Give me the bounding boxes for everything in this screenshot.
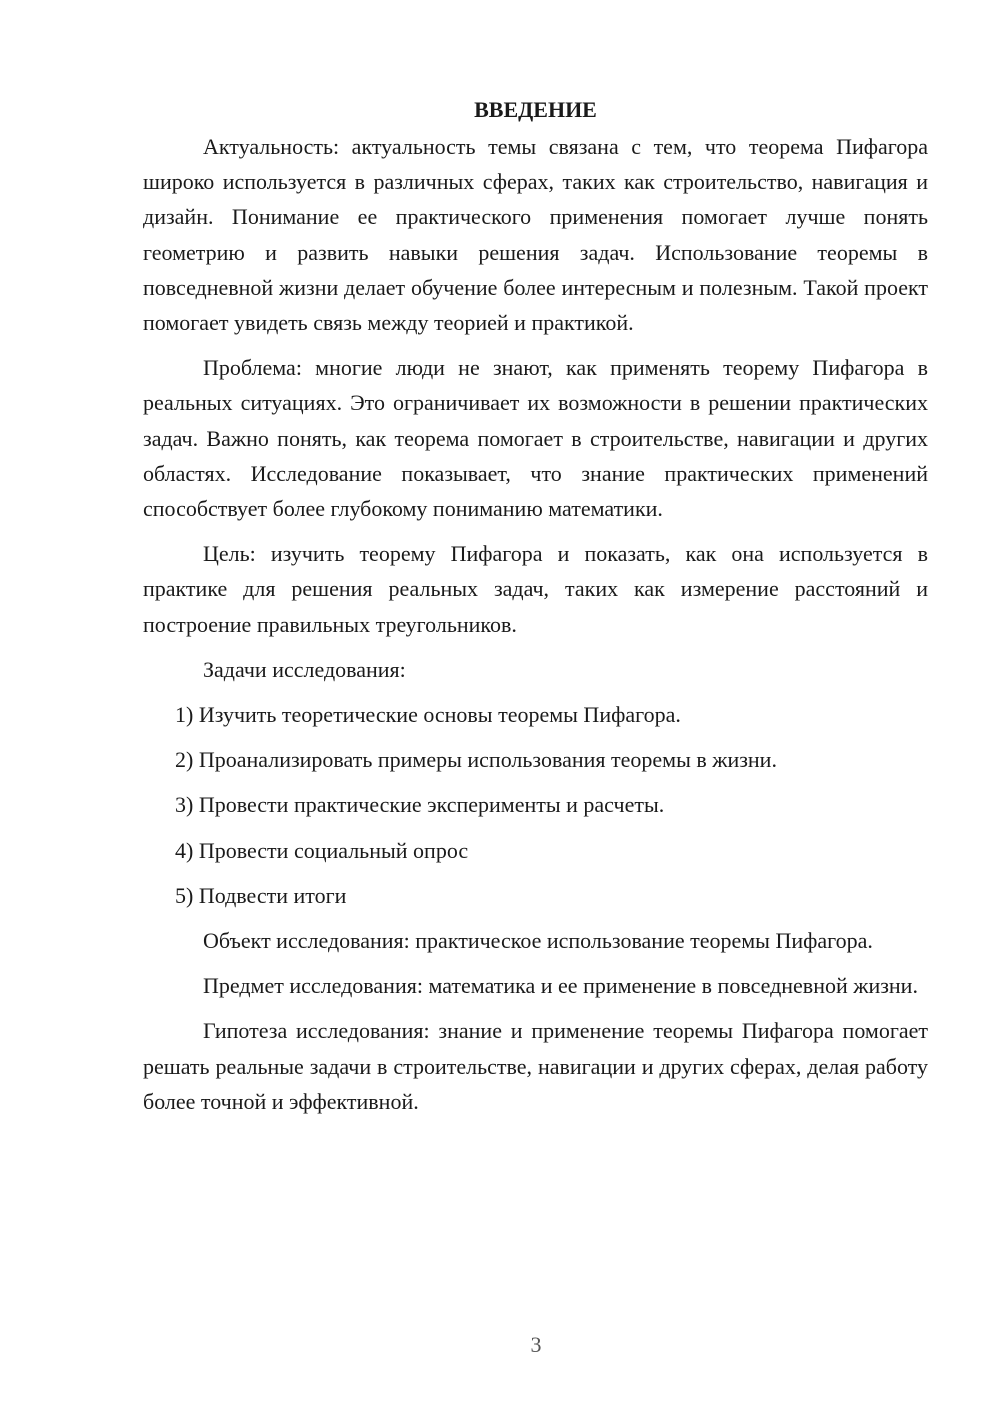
task-item: 4) Провести социальный опрос [175,837,469,863]
document-body [143,92,928,1129]
task-item: 5) Подвести итоги [175,882,347,908]
task-item: 1) Изучить теоретические основы теоремы Пифагора. [175,702,681,728]
page-number: 3 [530,1332,542,1357]
task-list [143,697,928,913]
paragraph-relevance: Актуальность: актуальность темы связана с тем, что теорема Пифагора широко используется в различных сферах, таких как строительство, навигация и дизайн. Понимание ее практического применения помогает лучше понять геометрию и развить навыки решения задач. Использование теоремы в повседневной жизни делает обучение более интересным и полезным. Такой проект помогает увидеть связь между теорией и практикой. [143,134,928,336]
paragraph-hypothesis: Гипотеза исследования: знание и применение теоремы Пифагора помогает решать реальные задачи в строительстве, навигации и других сферах, делая работу более точной и эффективной. [143,1018,928,1114]
paragraph-subject: Предмет исследования: математика и ее применение в повседневной жизни. [203,973,918,999]
paragraph-problem: Проблема: многие люди не знают, как применять теорему Пифагора в реальных ситуациях. Это ограничивает их возможности в решении практических задач. Важно понять, как теорема помогает в строительстве, навигации и других областях. Исследование показывает, что знание практических применений способствует более глубокому пониманию математики. [143,355,928,522]
tasks-heading: Задачи исследования: [203,656,406,682]
task-item: 2) Проанализировать примеры использования теоремы в жизни. [175,747,777,773]
section-title: ВВЕДЕНИЕ [474,97,597,122]
task-item: 3) Провести практические эксперименты и расчеты. [175,792,665,818]
paragraph-object: Объект исследования: практическое использование теоремы Пифагора. [203,928,873,954]
paragraph-goal: Цель: изучить теорему Пифагора и показать, как она используется в практике для решения реальных задач, таких как измерение расстояний и построение правильных треугольников. [143,541,928,637]
